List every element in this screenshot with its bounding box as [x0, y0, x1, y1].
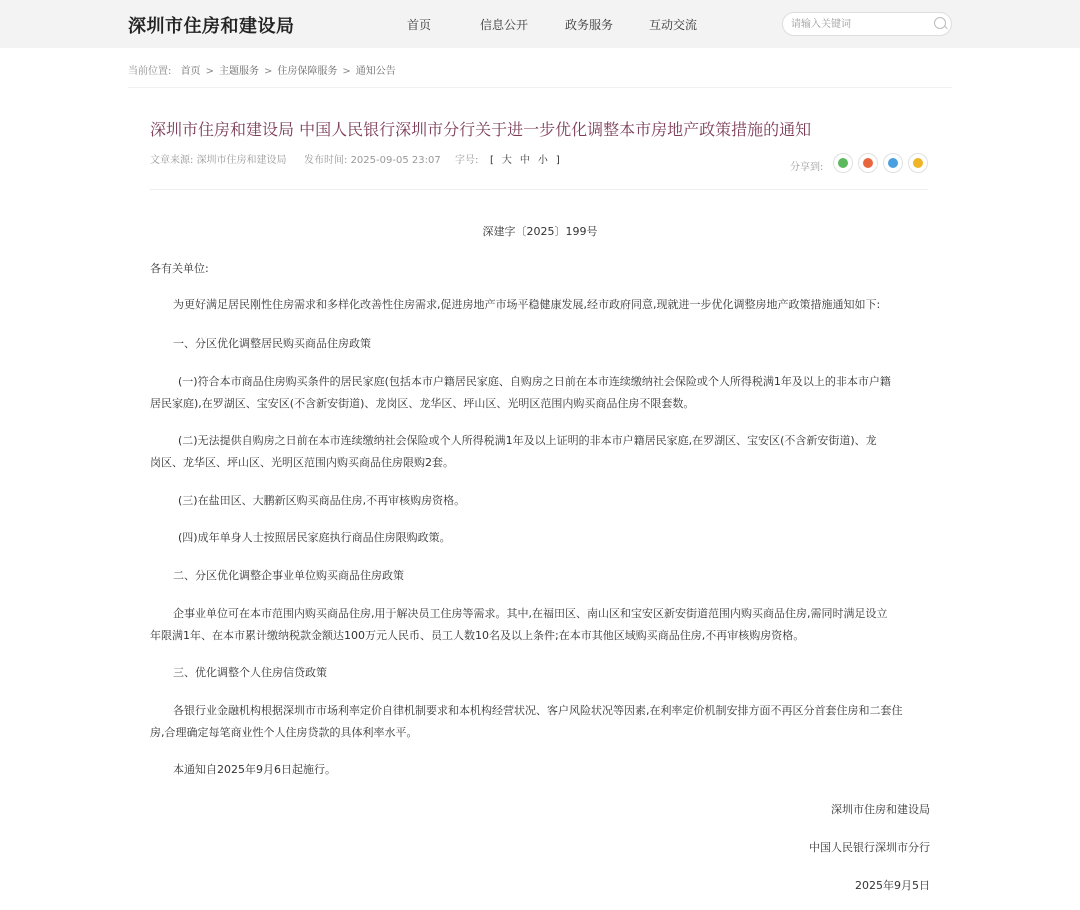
nav-interaction[interactable]: 互动交流	[649, 18, 698, 32]
clause-1-line-1: (一)符合本市商品住房购买条件的居民家庭(包括本市户籍居民家庭、自购房之日前在本市连续缴纳社会保险或个人所得税满1年及以上的非本市户籍	[178, 375, 891, 388]
section-heading-3: 三、优化调整个人住房信贷政策	[173, 666, 327, 679]
share-wechat-button[interactable]	[833, 153, 853, 173]
clause-2-line-1: (二)无法提供自购房之日前在本市连续缴纳社会保险或个人所得税满1年及以上证明的非本市户籍居民家庭,在罗湖区、宝安区(不含新安街道)、龙	[178, 434, 877, 447]
meta-divider	[150, 189, 928, 190]
breadcrumb-item-home[interactable]: 首页	[180, 66, 201, 77]
time-label: 发布时间:	[304, 155, 348, 166]
section-3-line-2: 房,合理确定每笔商业性个人住房贷款的具体利率水平。	[150, 726, 418, 739]
search-box	[782, 12, 952, 36]
share-weibo-button[interactable]	[858, 153, 878, 173]
qzone-icon	[913, 158, 923, 168]
fontsize-label: 字号:	[455, 155, 479, 166]
qq-icon	[888, 158, 898, 168]
nav-government-services[interactable]: 政务服务	[565, 18, 614, 32]
intro-paragraph: 为更好满足居民刚性住房需求和多样化改善性住房需求,促进房地产市场平稳健康发展,经市政府同意,现就进一步优化调整房地产政策措施通知如下:	[173, 298, 881, 311]
share-label: 分享到:	[790, 162, 824, 173]
content-top-divider	[128, 87, 952, 88]
signature-pboc-shenzhen: 中国人民银行深圳市分行	[809, 841, 930, 854]
share-qq-button[interactable]	[883, 153, 903, 173]
signature-housing-bureau: 深圳市住房和建设局	[831, 803, 930, 816]
section-heading-2: 二、分区优化调整企事业单位购买商品住房政策	[173, 569, 404, 582]
search-input[interactable]	[791, 16, 921, 32]
effective-date-statement: 本通知自2025年9月6日起施行。	[173, 763, 336, 776]
top-header-bar	[0, 0, 1080, 48]
wechat-icon	[838, 158, 848, 168]
nav-home[interactable]: 首页	[407, 18, 432, 32]
clause-2-line-2: 岗区、龙华区、坪山区、光明区范围内购买商品住房限购2套。	[150, 456, 454, 469]
time-value: 2025-09-05 23:07	[350, 155, 441, 166]
nav-info-disclosure[interactable]: 信息公开	[480, 18, 529, 32]
source-value: 深圳市住房和建设局	[196, 155, 287, 166]
article-title: 深圳市住房和建设局 中国人民银行深圳市分行关于进一步优化调整本市房地产政策措施的通知	[150, 120, 812, 139]
article-publish-time	[304, 151, 441, 166]
site-title[interactable]: 深圳市住房和建设局	[128, 16, 295, 37]
breadcrumb	[128, 62, 396, 77]
section-heading-1: 一、分区优化调整居民购买商品住房政策	[173, 337, 371, 350]
breadcrumb-separator: >	[263, 66, 273, 77]
fontsize-bracket-close: ]	[555, 155, 560, 166]
fontsize-large-button[interactable]: 大	[501, 155, 512, 166]
fontsize-small-button[interactable]: 小	[537, 155, 548, 166]
article-source	[150, 151, 287, 166]
clause-1-line-2: 居民家庭),在罗湖区、宝安区(不含新安街道)、龙岗区、龙华区、坪山区、光明区范围内购买商品住房不限套数。	[150, 397, 695, 410]
breadcrumb-lead: 当前位置:	[128, 66, 172, 77]
breadcrumb-item-notices[interactable]: 通知公告	[355, 66, 396, 77]
breadcrumb-item-topics[interactable]: 主题服务	[218, 66, 259, 77]
section-3-line-1: 各银行业金融机构根据深圳市市场利率定价自律机制要求和本机构经营状况、客户风险状况等因素,在利率定价机制安排方面不再区分首套住房和二套住	[173, 704, 903, 717]
fontsize-medium-button[interactable]: 中	[519, 155, 530, 166]
weibo-icon	[863, 158, 873, 168]
document-number: 深建字〔2025〕199号	[482, 225, 598, 238]
signature-date: 2025年9月5日	[855, 879, 930, 892]
breadcrumb-separator: >	[205, 66, 214, 77]
fontsize-switcher	[486, 151, 564, 166]
search-icon[interactable]	[934, 17, 946, 29]
source-label: 文章来源:	[150, 155, 194, 166]
clause-3: (三)在盐田区、大鹏新区购买商品住房,不再审核购房资格。	[178, 494, 466, 507]
share-qzone-button[interactable]	[908, 153, 928, 173]
breadcrumb-separator: >	[342, 66, 351, 77]
section-2-line-2: 年限满1年、在本市累计缴纳税款金额达100万元人民币、员工人数10名及以上条件;在本市其他区域购买商品住房,不再审核购房资格。	[150, 629, 805, 642]
fontsize-bracket-open: [	[490, 155, 494, 166]
breadcrumb-item-housing-security[interactable]: 住房保障服务	[277, 66, 338, 77]
section-2-line-1: 企事业单位可在本市范围内购买商品住房,用于解决员工住房等需求。其中,在福田区、南山区和宝安区新安街道范围内购买商品住房,需同时满足设立	[173, 607, 888, 620]
salutation: 各有关单位:	[150, 262, 209, 275]
clause-4: (四)成年单身人士按照居民家庭执行商品住房限购政策。	[178, 531, 451, 544]
